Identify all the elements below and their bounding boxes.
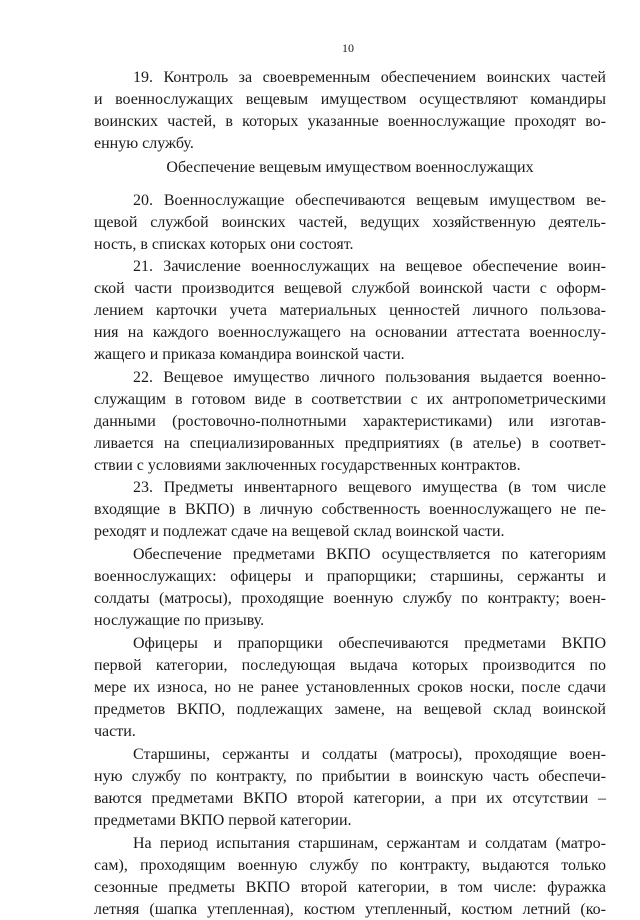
text-line: сезонные предметы ВКПО второй категории, в том числе: фуражка [94, 879, 606, 896]
text-line: воинских частей, в которых указанные военнослужащие проходят во- [94, 113, 606, 130]
text-line: Офицеры и прапорщики обеспечиваются предметами ВКПО [133, 635, 606, 652]
text-line: ния на каждого военнослужащего на основании аттестата военнослу- [94, 324, 606, 341]
text-line: первой категории, последующая выдача которых производится по [94, 657, 606, 674]
text-line: служащим в готовом виде в соответствии с их антропометрическими [94, 391, 606, 408]
text-line: солдаты (матросы), проходящие военную службу по контракту; воен- [94, 590, 606, 607]
text-line: данными (ростовочно-полнотными характеристиками) или изготав- [94, 413, 606, 430]
text-line: ную службу по контракту, по прибытии в воинскую часть обеспечи- [94, 768, 606, 785]
text-line: жащего и приказа командира воинской части. [94, 346, 405, 363]
text-line: военнослужащих: офицеры и прапорщики; старшины, сержанты и [94, 568, 606, 585]
text-line: и военнослужащих вещевым имуществом осуществляют командиры [94, 91, 606, 108]
text-line: щевой службой воинских частей, ведущих хозяйственную деятель- [94, 214, 606, 231]
text-line: На период испытания старшинам, сержантам и солдатам (матро- [133, 835, 606, 852]
text-line: енную службу. [94, 135, 194, 152]
text-line: ность, в списках которых они состоят. [94, 236, 354, 253]
section-heading: Обеспечение вещевым имуществом военнослужащих [166, 159, 534, 176]
text-line: нослужащие по призыву. [94, 612, 265, 629]
text-line: ливается на специализированных предприятиях (в ателье) в соответ- [94, 435, 606, 452]
text-line: предметами ВКПО первой категории. [94, 812, 352, 829]
text-line: 20. Военнослужащие обеспечиваются вещевым имуществом ве- [133, 192, 606, 209]
text-line: предметов ВКПО, подлежащих замене, на вещевой склад воинской [94, 701, 606, 718]
text-line: 22. Вещевое имущество личного пользования выдается военно- [133, 369, 606, 386]
text-line: мере их износа, но не ранее установленных сроков носки, после сдачи [94, 679, 606, 696]
text-line: летняя (шапка утепленная), костюм утепленный, костюм летний (ко- [94, 901, 606, 918]
text-line: Старшины, сержанты и солдаты (матросы), проходящие воен- [133, 746, 606, 763]
text-line: лением карточки учета материальных ценностей личного пользова- [94, 302, 606, 319]
text-line: части. [94, 723, 136, 740]
text-line: 19. Контроль за своевременным обеспечением воинских частей [133, 69, 606, 86]
text-line: ской части производится вещевой службой воинской части с оформ- [94, 280, 606, 297]
text-line: 21. Зачисление военнослужащих на вещевое обеспечение воин- [133, 258, 606, 275]
text-line: ствии с условиями заключенных государственных контрактов. [94, 457, 521, 474]
text-line: ваются предметами ВКПО второй категории, а при их отсутствии – [94, 790, 606, 807]
text-line: 23. Предметы инвентарного вещевого имущества (в том числе [133, 479, 606, 496]
text-line: реходят и подлежат сдаче на вещевой склад воинской части. [94, 523, 505, 540]
text-line: Обеспечение предметами ВКПО осуществляется по категориям [133, 546, 606, 563]
page-number: 10 [342, 41, 354, 55]
text-line: входящие в ВКПО) в личную собственность военнослужащего не пе- [94, 501, 606, 518]
text-line: сам), проходящим военную службу по контракту, выдаются только [94, 857, 606, 874]
